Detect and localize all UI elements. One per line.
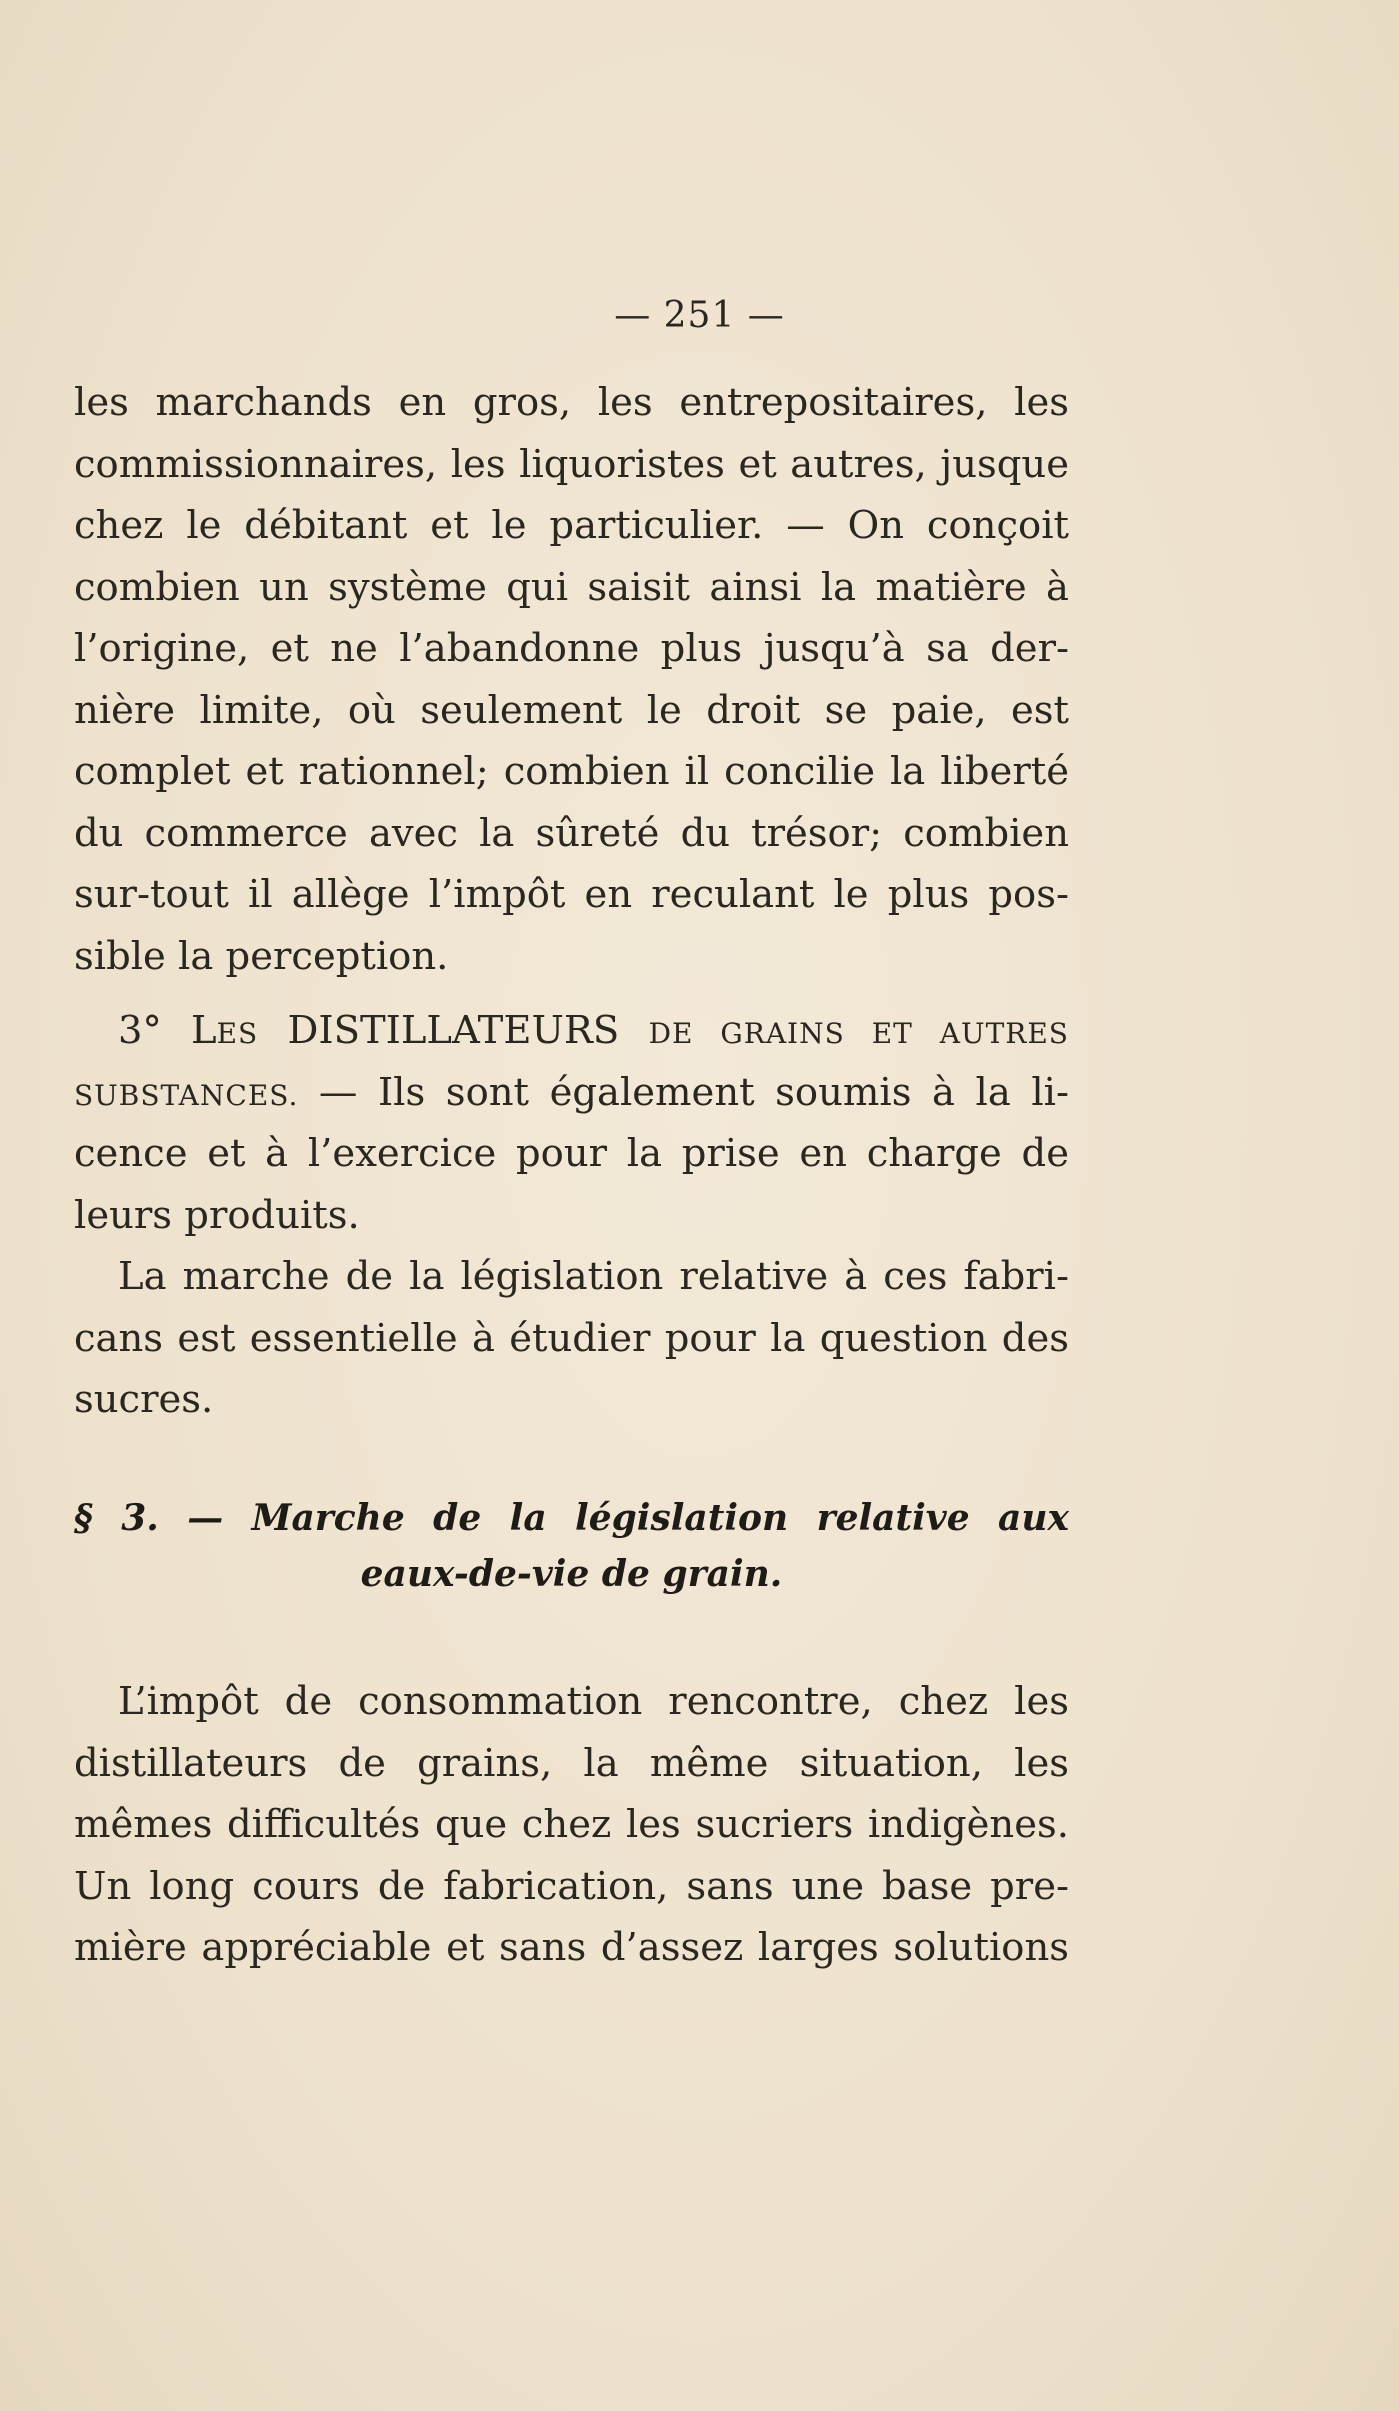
text-line: commissionnaires, les liquoristes et autres, jusque (74, 441, 1069, 487)
text-line: combien un système qui saisit ainsi la matière à (74, 564, 1069, 610)
text-line: complet et rationnel; combien il concilie la liberté (74, 749, 1069, 794)
text-line: nière limite, où seulement le droit se paie, est (74, 687, 1069, 733)
section-heading-line: § 3. — Marche de la législation relative aux (74, 1497, 1069, 1539)
small-caps-initial: L (191, 1008, 217, 1053)
text-line: mêmes difficultés que chez les sucriers indigènes. (74, 1802, 1069, 1847)
text-line: les marchands en gros, les entrepositaires, les (74, 380, 1069, 425)
small-caps-rest: ES (216, 1017, 259, 1050)
small-caps-word: SUBSTANCES. (74, 1078, 299, 1112)
text-line: l’origine, et ne l’abandonne plus jusqu’à sa der- (74, 626, 1069, 671)
text-line: L’impôt de consommation rencontre, chez les (118, 1679, 1069, 1724)
text-line (74, 1000, 1069, 1062)
page-number: — 251 — (614, 295, 785, 336)
paragraph-1 (74, 372, 1069, 987)
section-heading-line: eaux-de-vie de grain. (360, 1553, 783, 1595)
text-line: mière appréciable et sans d’assez larges solutions (74, 1925, 1069, 1970)
text-line: distillateurs de grains, la même situation, les (74, 1740, 1069, 1786)
text-line: chez le débitant et le particulier. — On conçoit (74, 503, 1069, 548)
text-line: Un long cours de fabrication, sans une base pre- (74, 1863, 1069, 1909)
text-line: sucres. (74, 1377, 214, 1422)
paragraph-3 (74, 1246, 1069, 1431)
text-line: sible la perception. (74, 933, 449, 979)
text-segment: — Ils sont également soumis à la li- (318, 1069, 1069, 1115)
text-line: La marche de la législation relative à ces fabri- (118, 1254, 1069, 1299)
distillateurs-heading: DISTILLATEURS (287, 1008, 620, 1053)
text-line: du commerce avec la sûreté du trésor; combien (74, 810, 1069, 856)
text-line: cans est essentielle à étudier pour la question des (74, 1315, 1069, 1361)
text-line (74, 1062, 1069, 1124)
text-line: leurs produits. (74, 1192, 360, 1238)
small-caps-phrase: DE GRAINS ET AUTRES (648, 1017, 1069, 1050)
text-line: sur-tout il allège l’impôt en reculant le plus pos- (74, 872, 1069, 917)
list-numeral: 3° (118, 1008, 162, 1053)
section-heading (74, 1490, 1069, 1602)
text-line: cence et à l’exercice pour la prise en charge de (74, 1131, 1069, 1176)
paragraph-2 (74, 1000, 1069, 1246)
paragraph-4 (74, 1671, 1069, 1979)
